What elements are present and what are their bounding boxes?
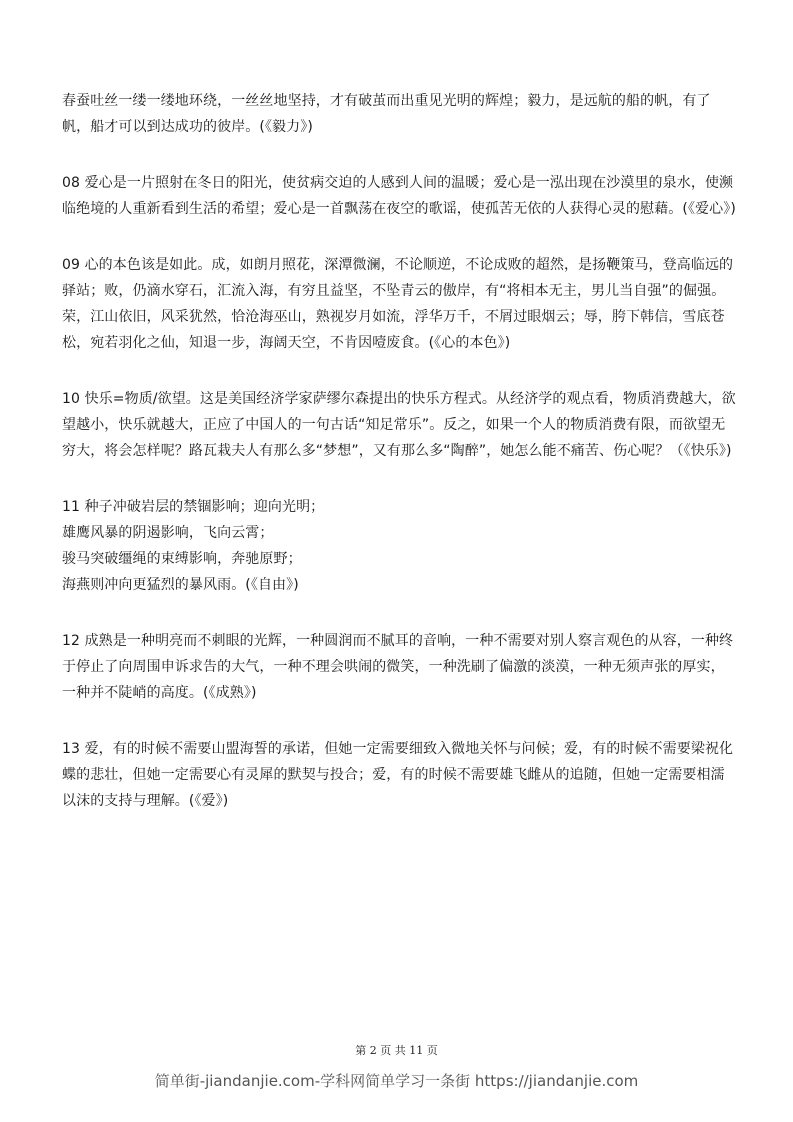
- paragraph: [62, 628, 738, 706]
- page-footer: 第 2 页 共 11 页: [355, 1044, 438, 1057]
- paragraph-line: 08 爱心是一片照射在冬日的阳光，使贫病交迫的人感到人间的温暖；爱心是一泓出现在沙漠里的泉水，使濒临绝境的人重新看到生活的希望；爱心是一首飘荡在夜空的歌谣，使孤苦无依的人获得心灵的慰藉。(《爱心》): [62, 175, 736, 217]
- paragraph: [62, 88, 738, 140]
- paragraph: [62, 494, 738, 598]
- paragraph: [62, 170, 738, 222]
- paragraph: [62, 386, 738, 464]
- paragraph-line: 春蚕吐丝一缕一缕地环绕，一丝丝地坚持，才有破茧而出重见光明的辉煌；毅力，是远航的船的帆，有了帆，船才可以到达成功的彼岸。(《毅力》): [62, 93, 711, 135]
- paragraph-line: 13 爱，有的时候不需要山盟海誓的承诺，但她一定需要细致入微地关怀与问候；爱，有的时候不需要梁祝化蝶的悲壮，但她一定需要心有灵犀的默契与投合；爱，有的时候不需要雄飞雌从的追随，但她一定需要相濡以沫的支持与理解。(《爱》): [62, 741, 734, 809]
- paragraph-line: 11 种子冲破岩层的禁锢影响；迎向光明；: [62, 499, 325, 515]
- paragraph-line: 12 成熟是一种明亮而不刺眼的光辉，一种圆润而不腻耳的音响，一种不需要对别人察言观色的从容，一种终于停止了向周围申诉求告的大气，一种不理会哄闹的微笑，一种洗刷了偏激的淡漠，一种无须声张的厚实，一种并不陡峭的高度。(《成熟》): [62, 633, 734, 701]
- paragraph-line: 10 快乐=物质/欲望。这是美国经济学家萨缪尔森提出的快乐方程式。从经济学的观点看，物质消费越大，欲望越小，快乐就越大，正应了中国人的一句古话“知足常乐”。反之，如果一个人的物质消费有限，而欲望无穷大，将会怎样呢？路瓦栽夫人有那么多“梦想”，又有那么多“陶醉”，她怎么能不痛苦、伤心呢？（《快乐》): [62, 391, 736, 459]
- paragraph-line: 海燕则冲向更猛烈的暴风雨。(《自由》): [62, 577, 299, 593]
- watermark-text: 简单街-jiandanjie.com-学科网简单学习一条街 https://jiandanjie.com: [154, 1072, 639, 1090]
- document-body: [62, 88, 738, 844]
- paragraph-line: 09 心的本色该是如此。成，如朗月照花，深潭微澜，不论顺逆，不论成败的超然，是扬鞭策马，登高临远的驿站；败，仍滴水穿石，汇流入海，有穷且益坚，不坠青云的傲岸，有“将相本无主，男儿当自强”的倔强。荣，江山依旧，风采犹然，恰沧海巫山，熟视岁月如流，浮华万千，不屑过眼烟云；辱，胯下韩信，雪底苍松，宛若羽化之仙，知退一步，海阔天空，不肯因噎废食。(《心的本色》): [62, 257, 734, 351]
- paragraph: [62, 736, 738, 814]
- paragraph: [62, 252, 738, 356]
- paragraph-line: 骏马突破缰绳的束缚影响，奔驰原野；: [62, 551, 302, 567]
- paragraph-line: 雄鹰风暴的阴遏影响，飞向云霄；: [62, 525, 274, 541]
